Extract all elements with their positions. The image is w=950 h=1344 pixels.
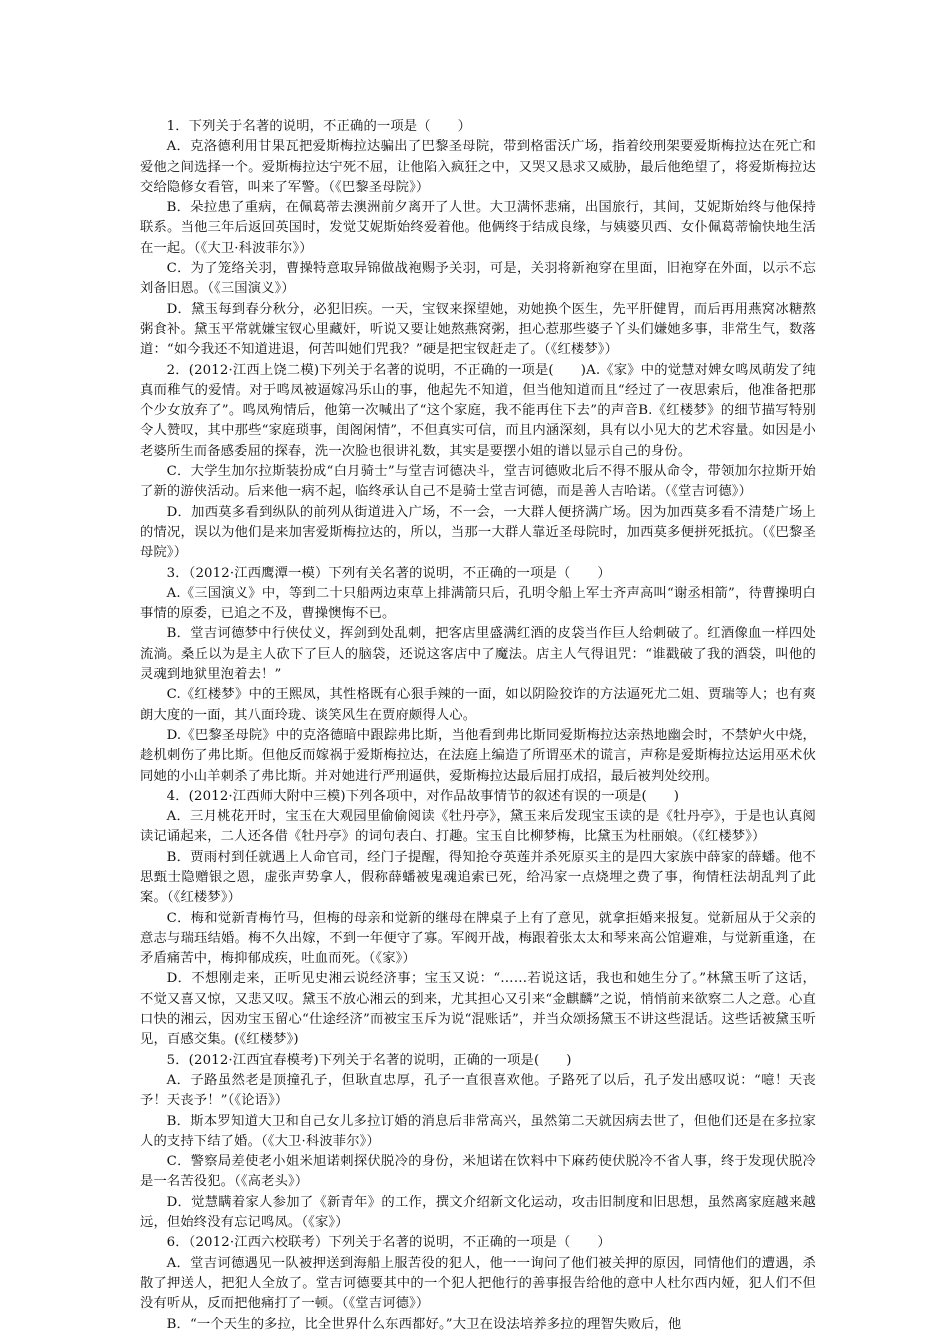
question-2-option-d: D．加西莫多看到纵队的前列从街道进入广场，不一会，一大群人便挤满广场。因为加西莫多看不清楚广场上的情况，误以为他们是来加害爱斯梅拉达的，所以，当那一大群人靠近圣母院时，加西莫多便拼死抵抗。（《巴黎圣母院》） [140, 504, 816, 561]
question-1-option-a: A．克洛德利用甘果瓦把爱斯梅拉达骗出了巴黎圣母院，带到格雷沃广场，指着绞刑架要爱斯梅拉达在死亡和爱他之间选择一个。爱斯梅拉达宁死不屈，让他陷入疯狂之中，又哭又恳求又威胁，最后他绝望了，将爱斯梅拉达交给隐修女看管，叫来了军警。（《巴黎圣母院》） [140, 139, 816, 195]
question-3-option-c: C.《红楼梦》中的王熙凤，其性格既有心狠手辣的一面，如以阴险狡诈的方法逼死尤二姐、贾瑞等人；也有爽朗大度的一面，其八面玲珑、谈笑风生在贾府颇得人心。 [140, 687, 816, 723]
question-3-option-a: A.《三国演义》中，等到二十只船两边束草上排满箭只后，孔明令船上军士齐声高叫“谢丞相箭”，待曹操明白事情的原委，已追之不及，曹操懊悔不已。 [140, 585, 816, 622]
question-6-option-b: B．“一个天生的多拉，比全世界什么东西都好。”大卫在设法培养多拉的理智失败后，他 [166, 1316, 682, 1332]
question-4-option-d: D．不想刚走来，正听见史湘云说经济事；宝玉又说：“……若说这话，我也和她生分了。”林黛玉听了这话，不觉又喜又惊，又悲又叹。黛玉不放心湘云的到来，尤其担心又引来“金麒麟”之说，悄悄前来欲察二人之意。心直口快的湘云，因劝宝玉留心“仕途经济”而被宝玉斥为说“混账话”，并当众颂扬黛玉不讲这些混话。这些话被黛玉听见，百感交集。(《红楼梦》) [140, 971, 816, 1048]
question-1-option-d: D．黛玉每到春分秋分，必犯旧疾。一天，宝钗来探望她，劝她换个医生，先平肝健胃，而后再用燕窝冰糖熬粥食补。黛玉平常就嫌宝钗心里藏奸，听说又要让她熬燕窝粥，担心惹那些婆子丫头们嫌她多事，非常生气，数落道：“如今我还不知道进退，何苦叫她们咒我？”硬是把宝钗赶走了。（《红楼梦》） [140, 301, 816, 358]
question-4-option-b: B．贾雨村到任就遇上人命官司，经门子提醒，得知抢夺英莲并杀死原买主的是四大家族中薛家的薛蟠。他不思甄士隐赠银之恩，虚张声势拿人，假称薛蟠被鬼魂追索已死，给冯家一点烧埋之费了事，徇情枉法胡乱判了此案。（《红楼梦》） [140, 849, 816, 906]
question-5-option-b: B．斯本罗知道大卫和自己女儿多拉订婚的消息后非常高兴，虽然第二天就因病去世了，但他们还是在多拉家人的支持下结了婚。（《大卫·科波菲尔》） [140, 1113, 816, 1149]
question-1-stem: 1．下列关于名著的说明，不正确的一项是（ ） [166, 119, 472, 134]
question-3-stem: 3．（2012·江西鹰潭一模）下列有关名著的说明，不正确的一项是（ ） [166, 565, 611, 581]
question-5-option-a: A．子路虽然老是顶撞孔子，但耿直忠厚，孔子一直很喜欢他。子路死了以后，孔子发出感叹说：“噫！天丧予！天丧予！”（《论语》） [140, 1072, 816, 1109]
question-5-stem: 5．(2012·江西宜春模考)下列关于名著的说明，正确的一项是( ) [166, 1052, 572, 1068]
question-3-option-b: B．堂吉诃德梦中行侠仗义，挥剑到处乱刺，把客店里盛满红酒的皮袋当作巨人给刺破了。红酒像血一样四处流淌。桑丘以为是主人砍下了巨人的脑袋，还说这客店中了魔法。店主人气得诅咒：“谁戳破了我的酒袋，叫他的灵魂到地狱里泡着去！” [140, 626, 816, 683]
document-body [140, 117, 816, 1335]
question-3-option-d: D.《巴黎圣母院》中的克洛德暗中跟踪弗比斯，当他看到弗比斯同爱斯梅拉达亲热地幽会时，不禁妒火中烧，趁机刺伤了弗比斯。但他反而嫁祸于爱斯梅拉达，在法庭上编造了所谓巫术的谎言，声称是爱斯梅拉达运用巫术伙同她的小山羊刺杀了弗比斯。并对她进行严刑逼供，爱斯梅拉达最后屈打成招，最后被判处绞刑。 [140, 727, 816, 784]
question-5-option-d: D．觉慧瞒着家人参加了《新青年》的工作，撰文介绍新文化运动，攻击旧制度和旧思想，虽然离家庭越来越远，但始终没有忘记鸣凤。（《家》） [140, 1194, 816, 1231]
question-4-option-a: A．三月桃花开时，宝玉在大观园里偷偷阅读《牡丹亭》，黛玉来后发现宝玉读的是《牡丹亭》，于是也认真阅读记诵起来，二人还各借《牡丹亭》的词句表白、打趣。宝玉自比柳梦梅，比黛玉为杜丽娘。（《红楼梦》） [140, 809, 816, 845]
question-4-option-c: C．梅和觉新青梅竹马，但梅的母亲和觉新的继母在牌桌子上有了意见，就拿拒婚来报复。觉新屈从于父亲的意志与瑞珏结婚。梅不久出嫁，不到一年便守了寡。军阀开战，梅跟着张太太和琴来高公馆避难，与觉新重逢，在矛盾痛苦中，梅抑郁成疾，吐血而死。（《家》） [140, 910, 816, 967]
question-4-stem: 4．(2012·江西师大附中三模)下列各项中，对作品故事情节的叙述有误的一项是( ) [166, 788, 680, 804]
question-5-option-c: C．警察局差使老小姐米旭诺刺探伏脱冷的身份，米旭诺在饮料中下麻药使伏脱冷不省人事，终于发现伏脱冷是一名苦役犯。（《高老头》） [140, 1154, 816, 1190]
question-2-stem: 2．(2012·江西上饶二模)下列关于名著的说明，不正确的一项是( )A.《家》中的觉慧对婢女鸣凤萌发了纯真而稚气的爱情。对于鸣凤被逼嫁冯乐山的事，他起先不知道，但当他知道而且“经过了一夜思索后，他准备把那个少女放弃了”。鸣凤殉情后，他第一次喊出了“这个家庭，我不能再住下去”的声音B.《红楼梦》的细节描写特别令人赞叹，其中那些“家庭琐事，闺阁闲情”，不但真实可信，而且内涵深刻，具有以小见大的艺术容量。如因是小老婆所生而备感委屈的探春，洗一次脸也很讲礼数，其实是要摆小姐的谱以显示自己的身份。 [140, 362, 816, 459]
question-1-option-b: B．朵拉患了重病，在佩葛蒂去澳洲前夕离开了人世。大卫满怀悲痛，出国旅行，其间，艾妮斯始终与他保持联系。当他三年后返回英国时，发觉艾妮斯始终爱着他。他俩终于结成良缘，与姨婆贝西、女仆佩葛蒂愉快地生活在一起。（《大卫·科波菲尔》） [140, 200, 816, 256]
question-6-stem: 6．（2012·江西六校联考）下列关于名著的说明，不正确的一项是（ ） [166, 1235, 611, 1251]
question-1-option-c: C．为了笼络关羽，曹操特意取异锦做战袍赐予关羽，可是，关羽将新袍穿在里面，旧袍穿在外面，以示不忘刘备旧恩。（《三国演义》） [140, 261, 816, 297]
question-2-option-c: C．大学生加尔拉斯装扮成“白月骑士”与堂吉诃德决斗，堂吉诃德败北后不得不服从命令，带领加尔拉斯开始了新的游侠活动。后来他一病不起，临终承认自己不是骑士堂吉诃德，而是善人吉哈诺。（《堂吉诃德》） [140, 464, 816, 500]
question-6-option-a: A．堂吉诃德遇见一队被押送到海船上服苦役的犯人，他一一询问了他们被关押的原因，同情他们的遭遇，杀散了押送人，把犯人全放了。堂吉诃德要其中的一个犯人把他行的善事报告给他的意中人杜尔西内娅，犯人们不但没有听从，反而把他痛打了一顿。（《堂吉诃德》） [140, 1255, 816, 1312]
